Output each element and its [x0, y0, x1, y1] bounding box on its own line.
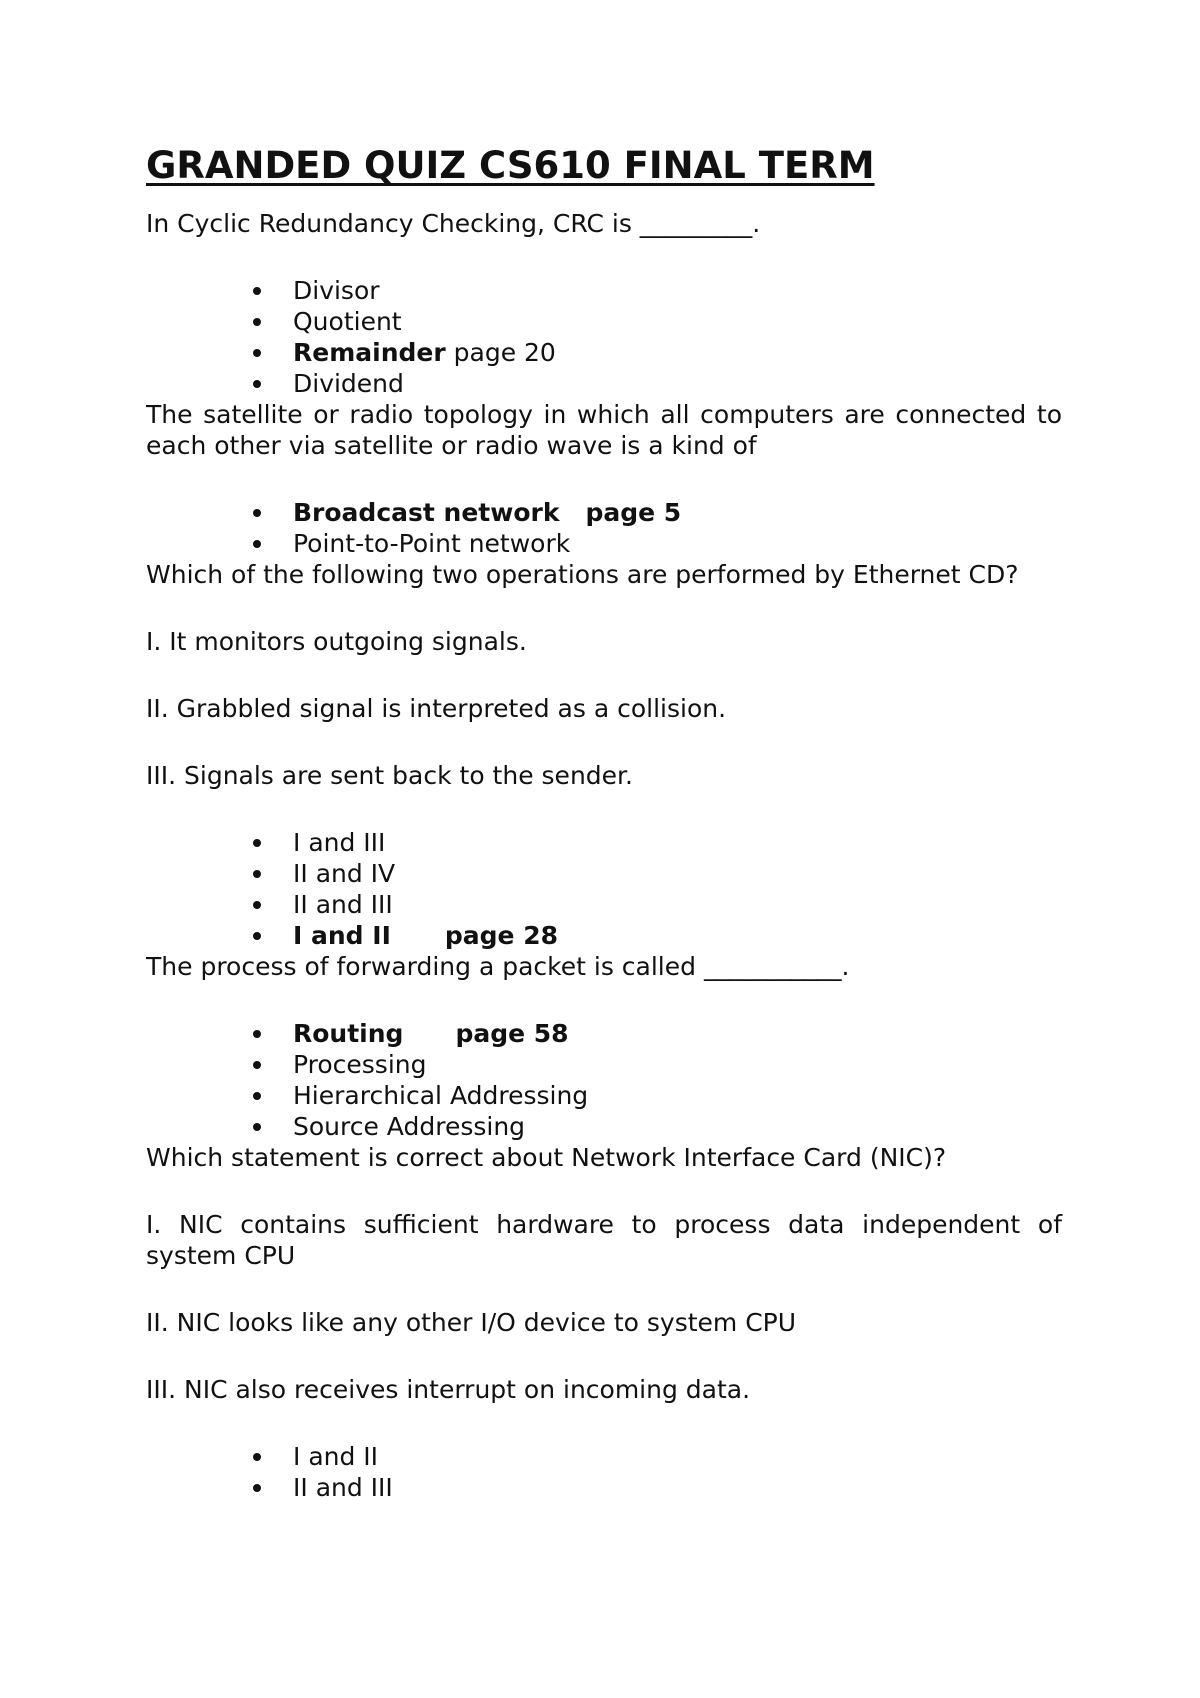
bullet-icon	[253, 540, 261, 548]
question-4-options	[146, 1018, 1062, 1142]
bullet-icon	[253, 318, 261, 326]
option-correct: I and II page 28	[293, 920, 1062, 951]
bullet-icon	[253, 509, 261, 517]
option: Hierarchical Addressing	[293, 1080, 1062, 1111]
bullet-icon	[253, 901, 261, 909]
option: II and III	[293, 889, 1062, 920]
answer-page-ref: page 28	[444, 921, 559, 950]
option: I and II	[293, 1441, 1062, 1472]
statement: I. It monitors outgoing signals.	[146, 627, 527, 656]
option: Divisor	[293, 275, 1062, 306]
option: II and IV	[293, 858, 1062, 889]
question-4: The process of forwarding a packet is called ___________.	[146, 952, 850, 981]
bullet-icon	[253, 839, 261, 847]
bullet-icon	[253, 287, 261, 295]
question-2: The satellite or radio topology in which all computers are connected to each other via satellite or radio wave is a kind of	[146, 400, 1062, 460]
statement: I. NIC contains sufficient hardware to process data independent of system CPU	[146, 1210, 1062, 1270]
option-correct: Broadcast network page 5	[293, 497, 1062, 528]
bullet-icon	[253, 380, 261, 388]
answer-page-ref: page 5	[585, 498, 682, 527]
document-page	[146, 142, 1062, 1503]
option-correct: Remainder page 20	[293, 337, 1062, 368]
bullet-icon	[253, 932, 261, 940]
statement: III. Signals are sent back to the sender.	[146, 761, 633, 790]
question-1: In Cyclic Redundancy Checking, CRC is _________.	[146, 209, 761, 238]
bullet-icon	[253, 1061, 261, 1069]
statement: III. NIC also receives interrupt on incoming data.	[146, 1375, 751, 1404]
answer-page-ref: page 58	[455, 1019, 569, 1048]
question-2-options	[146, 497, 1062, 559]
bullet-icon	[253, 1123, 261, 1131]
option: Point-to-Point network	[293, 528, 1062, 559]
bullet-icon	[253, 1453, 261, 1461]
statement: II. NIC looks like any other I/O device to system CPU	[146, 1308, 797, 1337]
bullet-icon	[253, 1484, 261, 1492]
question-3-options	[146, 827, 1062, 951]
question-3: Which of the following two operations are performed by Ethernet CD?	[146, 560, 1019, 589]
bullet-icon	[253, 349, 261, 357]
question-1-options	[146, 275, 1062, 399]
bullet-icon	[253, 1030, 261, 1038]
statement: II. Grabbled signal is interpreted as a collision.	[146, 694, 727, 723]
option: Processing	[293, 1049, 1062, 1080]
question-5: Which statement is correct about Network Interface Card (NIC)?	[146, 1143, 947, 1172]
option-correct: Routing page 58	[293, 1018, 1062, 1049]
question-5-options	[146, 1441, 1062, 1503]
answer-page-ref: page 20	[453, 338, 556, 367]
page-title: GRANDED QUIZ CS610 FINAL TERM	[146, 144, 875, 187]
bullet-icon	[253, 1092, 261, 1100]
option: Source Addressing	[293, 1111, 1062, 1142]
option: II and III	[293, 1472, 1062, 1503]
option: Dividend	[293, 368, 1062, 399]
option: Quotient	[293, 306, 1062, 337]
option: I and III	[293, 827, 1062, 858]
bullet-icon	[253, 870, 261, 878]
